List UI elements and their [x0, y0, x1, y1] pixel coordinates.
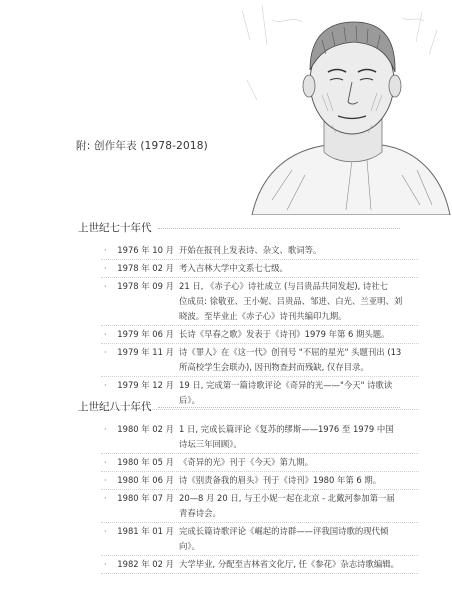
- entry-separator: [101, 522, 419, 523]
- entry-description: [179, 557, 415, 572]
- entry-description: [179, 455, 415, 470]
- entry-description: [179, 422, 415, 452]
- entry-description-line: 诗坛三年回顾》。: [179, 439, 242, 449]
- entry-separator: [101, 325, 419, 326]
- entry-date: 1980 年 05 月: [117, 457, 174, 467]
- entry-separator: [101, 555, 419, 556]
- entry-description-line: 21 日, 《赤子心》诗社成立 (与吕贵品共同发起), 诗社七: [179, 281, 389, 291]
- bullet-marker: ·: [104, 246, 107, 255]
- entry-description: [179, 243, 415, 258]
- entry-date: 1981 年 01 月: [117, 526, 174, 536]
- entry-description-line: 考入吉林大学中文系七七级。: [179, 263, 288, 273]
- bullet-marker: ·: [104, 476, 107, 485]
- entry-description: [179, 279, 415, 324]
- entry-description-line: 向》。: [179, 541, 200, 551]
- entry-description: [179, 491, 415, 521]
- entry-separator: [101, 277, 419, 278]
- entry-date: 1979 年 06 月: [117, 329, 174, 339]
- entry-separator: [101, 471, 419, 472]
- entry-description-line: 1 日, 完成长篇评论《复苏的缪斯——1976 至 1979 中国: [179, 424, 394, 434]
- entry-description-line: 晓波。至毕业止《赤子心》诗刊共编印九期。: [179, 311, 347, 321]
- section-heading-label: 上世纪八十年代: [78, 400, 152, 413]
- entry-description: [179, 327, 415, 342]
- entry-description-line: 诗《别责备我的眉头》刊于《诗刊》1980 年第 6 期。: [179, 475, 382, 485]
- entry-separator: [101, 453, 419, 454]
- bullet-marker: ·: [104, 330, 107, 339]
- entry-date: 1978 年 09 月: [117, 281, 174, 291]
- entry-date: 1978 年 02 月: [117, 263, 174, 273]
- entry-date: 1979 年 11 月: [117, 347, 174, 357]
- bullet-marker: ·: [104, 282, 107, 291]
- entry-description-line: 完成长篇诗歌评论《崛起的诗群——评我国诗歌的现代倾: [179, 526, 389, 536]
- entry-date: 1980 年 02 月: [117, 424, 174, 434]
- entry-separator: [101, 343, 419, 344]
- section-divider: [158, 228, 401, 229]
- entry-date: 1980 年 06 月: [117, 475, 174, 485]
- bullet-marker: ·: [104, 425, 107, 434]
- entry-description-line: 开始在报刊上发表诗、杂文、歌词等。: [179, 245, 322, 255]
- bullet-marker: ·: [104, 494, 107, 503]
- entry-description: [179, 345, 415, 375]
- entry-separator: [101, 489, 419, 490]
- entry-date: 1982 年 02 月: [117, 559, 174, 569]
- entry-date: 1976 年 10 月: [117, 245, 174, 255]
- bullet-marker: ·: [104, 458, 107, 467]
- entry-description-line: 诗《罪人》在《这一代》创刊号 "不屈的星光" 头题刊出 (13: [179, 347, 402, 357]
- entry-description: [179, 261, 415, 276]
- entry-date: 1980 年 07 月: [117, 493, 174, 503]
- chronology-title: 附: 创作年表 (1978-2018): [76, 140, 208, 152]
- author-portrait: [232, 0, 452, 215]
- entry-description-line: 长诗《早春之歌》发表于《诗刊》1979 年第 6 期头题。: [179, 329, 390, 339]
- entry-description-line: 位成员: 徐敬亚、王小妮、吕贵品、邹进、白光、兰亚明、刘: [179, 296, 403, 306]
- entry-description-line: 所高校学生会联办), 因刊物查封而残缺, 仅存目录。: [179, 362, 369, 372]
- bullet-marker: ·: [104, 560, 107, 569]
- entry-separator: [101, 376, 419, 377]
- entry-description-line: 青春诗会。: [179, 508, 221, 518]
- entry-description-line: 大学毕业, 分配至吉林省文化厅, 任《参花》杂志诗歌编辑。: [179, 559, 400, 569]
- entry-description: [179, 473, 415, 488]
- section-heading: [78, 219, 400, 235]
- section-heading-label: 上世纪七十年代: [78, 221, 152, 234]
- entry-description-line: 19 日, 完成第一篇诗歌评论《奇异的光——"今天" 诗歌读: [179, 380, 393, 390]
- bullet-marker: ·: [104, 348, 107, 357]
- entry-description-line: 20—8 月 20 日, 与王小妮一起在北京 - 北戴河参加第一届: [179, 493, 395, 503]
- entry-description-line: 后》。: [179, 395, 200, 405]
- entry-separator: [101, 259, 419, 260]
- entry-separator: [101, 573, 419, 574]
- bullet-marker: ·: [104, 264, 107, 273]
- section-heading: [78, 398, 400, 414]
- entry-description-line: 《奇异的光》刊于《今天》第九期。: [179, 457, 313, 467]
- bullet-marker: ·: [104, 527, 107, 536]
- entry-description: [179, 524, 415, 554]
- entry-date: 1979 年 12 月: [117, 380, 174, 390]
- bullet-marker: ·: [104, 381, 107, 390]
- section-divider: [158, 407, 401, 408]
